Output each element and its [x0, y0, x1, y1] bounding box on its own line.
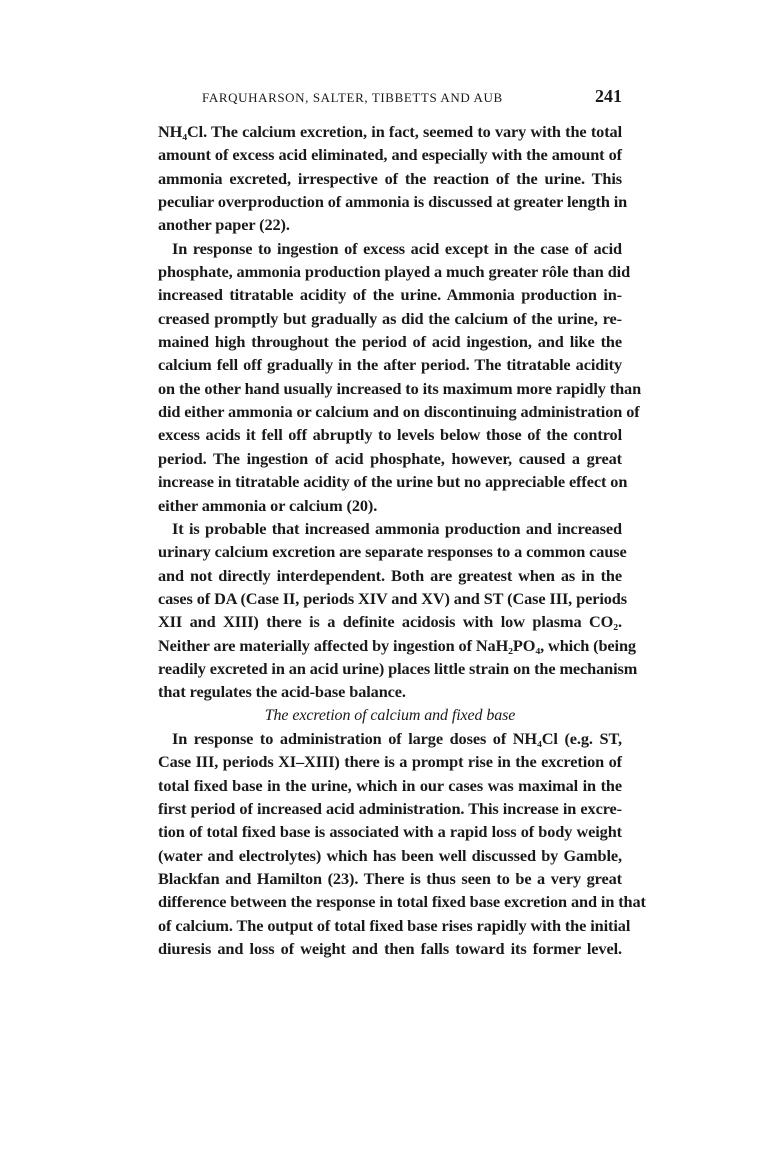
text-line: difference between the response in total fixed base excretion and in that — [158, 892, 646, 912]
text-line: did either ammonia or calcium and on discontinuing administration of — [158, 402, 640, 422]
text-line: phosphate, ammonia production played a much greater rôle than did — [158, 262, 631, 282]
text-line: increase in titratable acidity of the urine but no appreciable effect on — [158, 472, 628, 492]
text-line: (water and electrolytes) which has been well discussed by Gamble, — [158, 845, 622, 865]
section-heading: The excretion of calcium and fixed base — [264, 706, 516, 724]
text-line: increased titratable acidity of the urine. Ammonia production in- — [158, 285, 622, 305]
text-line: calcium fell off gradually in the after period. The titratable acidity — [158, 355, 622, 375]
page-number: 241 — [595, 86, 622, 106]
text-line: creased promptly but gradually as did the calcium of the urine, re- — [158, 308, 622, 328]
text-line: Case III, periods XI–XIII) there is a prompt rise in the excretion of — [158, 752, 622, 772]
text-line: first period of increased acid administration. This increase in excre- — [158, 798, 622, 818]
text-line: In response to ingestion of excess acid except in the case of acid — [172, 238, 622, 258]
text-line: of calcium. The output of total fixed base rises rapidly with the initial — [158, 915, 631, 935]
text-line: In response to administration of large doses of NH₄Cl (e.g. ST, — [172, 728, 622, 748]
text-line: either ammonia or calcium (20). — [158, 495, 378, 515]
text-line: on the other hand usually increased to its maximum more rapidly than — [158, 378, 642, 398]
text-line: urinary calcium excretion are separate responses to a common cause — [158, 542, 627, 562]
text-line: period. The ingestion of acid phosphate, however, caused a great — [158, 448, 622, 468]
text-line: ammonia excreted, irrespective of the reaction of the urine. This — [158, 168, 622, 188]
text-line: Neither are materially affected by ingestion of NaH₂PO₄, which (being — [158, 635, 636, 655]
running-title: FARQUHARSON, SALTER, TIBBETTS AND AUB — [202, 90, 503, 105]
text-line: peculiar overproduction of ammonia is discussed at greater length in — [158, 192, 628, 212]
body-text — [158, 120, 646, 960]
text-line: cases of DA (Case II, periods XIV and XV) and ST (Case III, periods — [158, 588, 627, 608]
text-line: amount of excess acid eliminated, and especially with the amount of — [158, 145, 622, 165]
text-line: excess acids it fell off abruptly to levels below those of the control — [158, 425, 622, 445]
text-line: that regulates the acid-base balance. — [158, 682, 406, 702]
text-line: tion of total fixed base is associated with a rapid loss of body weight — [158, 822, 622, 842]
text-line: diuresis and loss of weight and then falls toward its former level. — [158, 939, 622, 959]
text-line: and not directly interdependent. Both are greatest when as in the — [158, 565, 622, 585]
text-line: another paper (22). — [158, 215, 290, 235]
text-line: NH₄Cl. The calcium excretion, in fact, seemed to vary with the total — [158, 122, 622, 141]
text-line: It is probable that increased ammonia production and increased — [172, 518, 622, 538]
text-line: XII and XIII) there is a definite acidosis with low plasma CO₂. — [158, 612, 622, 632]
text-line: Blackfan and Hamilton (23). There is thus seen to be a very great — [158, 869, 622, 888]
text-line: total fixed base in the urine, which in our cases was maximal in the — [158, 775, 622, 795]
text-line: readily excreted in an acid urine) places little strain on the mechanism — [158, 658, 638, 678]
page-header — [158, 86, 622, 110]
text-line: mained high throughout the period of acid ingestion, and like the — [158, 332, 622, 352]
